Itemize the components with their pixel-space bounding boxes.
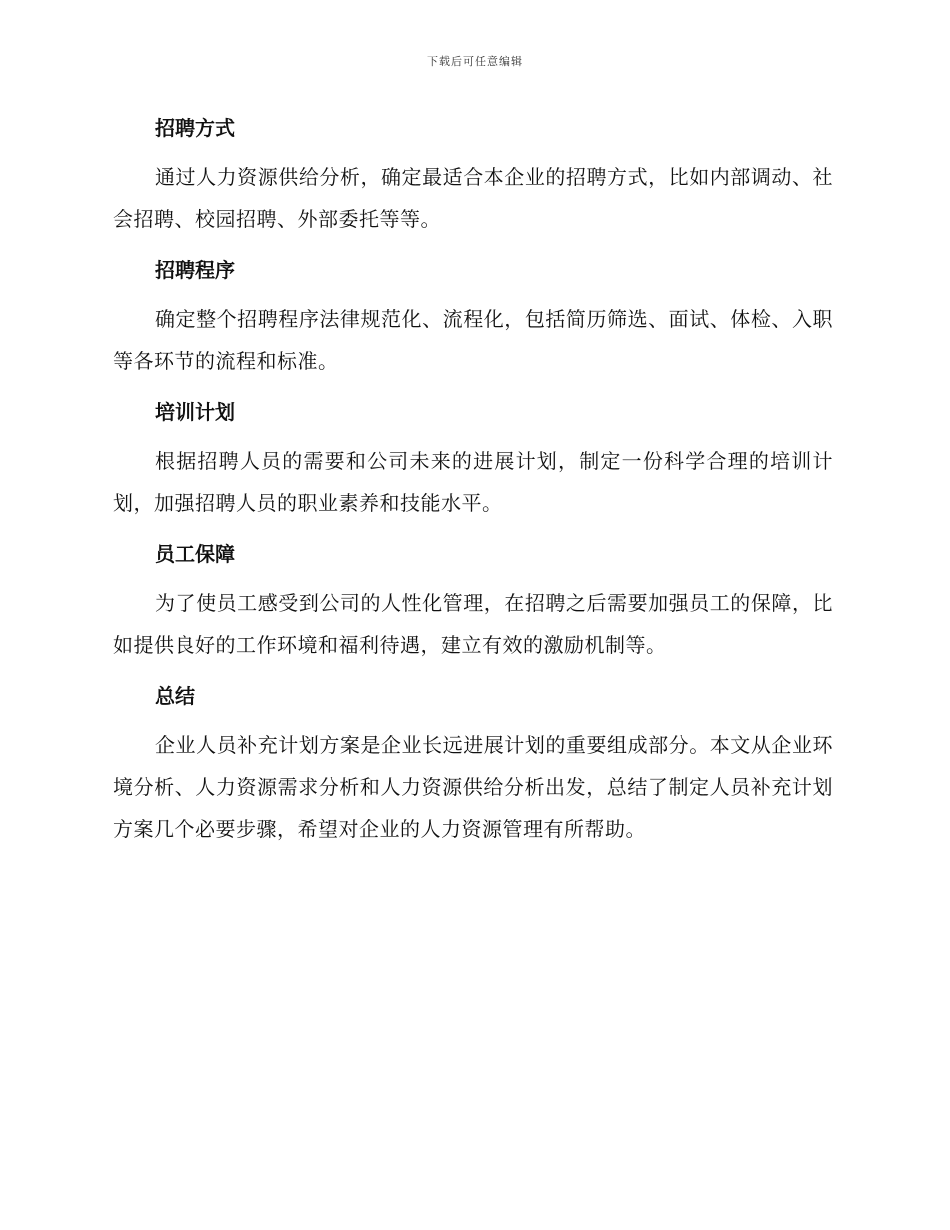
section-paragraph: 确定整个招聘程序法律规范化、流程化，包括简历筛选、面试、体检、入职等各环节的流程和标准。 [113, 307, 833, 373]
section-paragraph: 通过人力资源供给分析，确定最适合本企业的招聘方式，比如内部调动、社会招聘、校园招聘、外部委托等等。 [113, 165, 833, 231]
section-title: 培训计划 [155, 400, 235, 424]
section-recruitment-procedure [113, 250, 833, 392]
section-summary [113, 676, 833, 860]
section-title: 招聘方式 [155, 116, 235, 140]
section-training-plan [113, 392, 833, 534]
page-header-note: 下载后可任意编辑 [427, 55, 523, 68]
section-title: 招聘程序 [155, 258, 235, 282]
section-title: 总结 [155, 684, 195, 708]
document-body [113, 108, 833, 860]
section-employee-security [113, 534, 833, 676]
section-paragraph: 为了使员工感受到公司的人性化管理，在招聘之后需要加强员工的保障，比如提供良好的工作环境和福利待遇，建立有效的激励机制等。 [113, 591, 833, 657]
section-recruitment-method [113, 108, 833, 250]
section-paragraph: 企业人员补充计划方案是企业长远进展计划的重要组成部分。本文从企业环境分析、人力资源需求分析和人力资源供给分析出发，总结了制定人员补充计划方案几个必要步骤，希望对企业的人力资源管理有所帮助。 [113, 733, 833, 841]
section-paragraph: 根据招聘人员的需要和公司未来的进展计划，制定一份科学合理的培训计划，加强招聘人员的职业素养和技能水平。 [113, 449, 833, 515]
section-title: 员工保障 [155, 542, 235, 566]
